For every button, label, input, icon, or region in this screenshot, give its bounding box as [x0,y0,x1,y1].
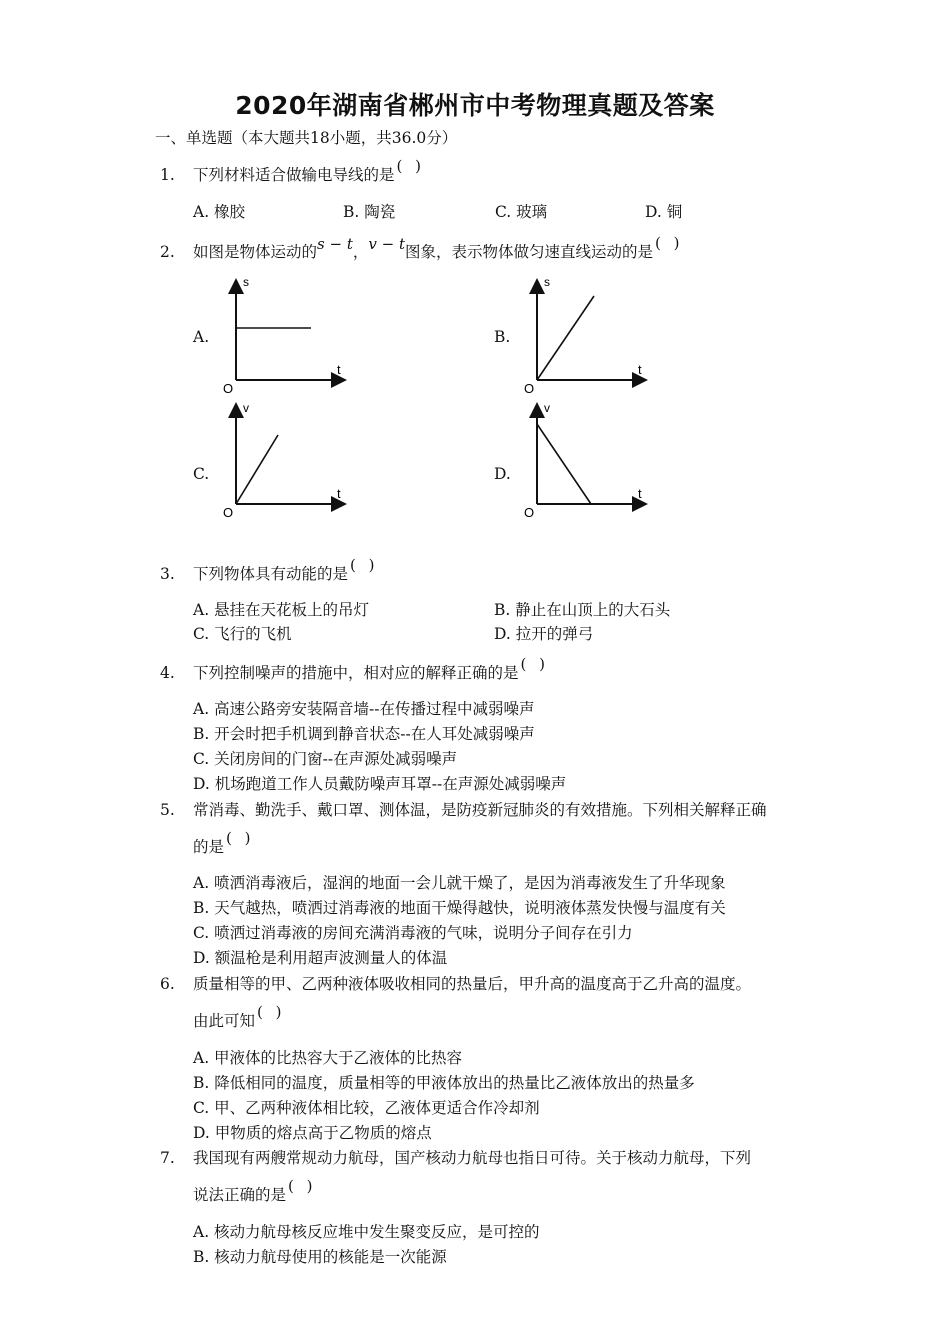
q5-option-b: B. 天气越热，喷洒过消毒液的地面干燥得越快，说明液体蒸发快慢与温度有关 [193,899,726,917]
q1-option-b: B. 陶瓷 [343,203,396,221]
q5-answer-paren: ( ) [226,829,255,847]
q1-option-d: D. 铜 [645,203,683,221]
q3-number: 3. [160,565,175,583]
q6-option-c: C. 甲、乙两种液体相比较，乙液体更适合作冷却剂 [193,1099,540,1117]
q2-graph-d-label: D. [494,465,511,483]
graph-c-v-label: v [243,401,249,415]
q4-number: 4. [160,664,175,682]
graph-c-vt-rising [215,398,355,523]
q5-option-c: C. 喷洒过消毒液的房间充满消毒液的气味，说明分子间存在引力 [193,924,633,942]
q4-answer-paren: ( ) [520,655,549,673]
q7-text-line2: 说法正确的是 [193,1186,287,1204]
graph-a-t-label: t [337,362,341,377]
q4-text: 下列控制噪声的措施中，相对应的解释正确的是 [193,664,519,682]
graph-d-vt-falling [516,398,656,523]
q6-stem-line2 [193,1003,286,1031]
graph-b-t-label: t [638,362,642,377]
q1-stem [193,157,425,185]
q5-number: 5. [160,801,175,819]
graph-c-line [236,435,278,504]
q6-number: 6. [160,975,175,993]
graph-b-line [537,296,594,380]
q5-stem-line1: 常消毒、勤洗手、戴口罩、测体温，是防疫新冠肺炎的有效措施。下列相关解释正确 [193,801,767,819]
q2-text-b: 图象，表示物体做匀速直线运动的是 [404,243,653,261]
q4-option-a: A. 高速公路旁安装隔音墙--在传播过程中减弱噪声 [193,700,535,718]
page-title: 2020年湖南省郴州市中考物理真题及答案 [235,91,715,120]
q2-st-math: s − t [317,235,353,253]
q7-answer-paren: ( ) [288,1177,317,1195]
q6-stem-line1: 质量相等的甲、乙两种液体吸收相同的热量后，甲升高的温度高于乙升高的温度。 [193,975,752,993]
q6-text-line2: 由此可知 [193,1012,256,1030]
graph-a-s-label: s [243,275,249,289]
graph-a-origin: O [223,381,234,396]
graph-c-t-label: t [337,486,341,501]
q5-option-d: D. 额温枪是利用超声波测量人的体温 [193,949,448,967]
graph-c-origin: O [223,505,234,520]
q6-answer-paren: ( ) [257,1003,286,1021]
q1-number: 1. [160,166,175,184]
graph-b-s-label: s [544,275,550,289]
q7-option-b: B. 核动力航母使用的核能是一次能源 [193,1248,447,1266]
q7-number: 7. [160,1149,175,1167]
graph-d-v-label: v [544,401,550,415]
graph-b-origin: O [524,381,535,396]
q1-option-a: A. 橡胶 [193,203,246,221]
q2-graph-a-label: A. [193,328,210,346]
q3-option-b: B. 静止在山顶上的大石头 [494,601,671,619]
q2-stem [193,234,684,262]
graph-a-st-horizontal [215,272,355,397]
q4-option-c: C. 关闭房间的门窗--在声源处减弱噪声 [193,750,458,768]
q1-option-c: C. 玻璃 [495,203,548,221]
q4-option-d: D. 机场跑道工作人员戴防噪声耳罩--在声源处减弱噪声 [193,775,567,793]
q2-answer-paren: ( ) [655,234,684,252]
q6-option-d: D. 甲物质的熔点高于乙物质的熔点 [193,1124,432,1142]
q3-option-d: D. 拉开的弹弓 [494,625,594,643]
q3-answer-paren: ( ) [350,556,379,574]
q5-option-a: A. 喷洒消毒液后，湿润的地面一会儿就干燥了，是因为消毒液发生了升华现象 [193,874,726,892]
q3-stem [193,556,379,584]
q2-comma: ， [352,243,369,261]
q2-graph-c-label: C. [193,465,210,483]
q4-option-b: B. 开会时把手机调到静音状态--在人耳处减弱噪声 [193,725,535,743]
q6-option-a: A. 甲液体的比热容大于乙液体的比热容 [193,1049,463,1067]
q3-text: 下列物体具有动能的是 [193,565,349,583]
q7-stem-line1: 我国现有两艘常规动力航母，国产核动力航母也指日可待。关于核动力航母，下列 [193,1149,752,1167]
q3-option-a: A. 悬挂在天花板上的吊灯 [193,601,370,619]
graph-d-line [537,424,591,504]
q1-answer-paren: ( ) [396,157,425,175]
graph-b-st-rising [516,272,656,397]
q7-stem-line2 [193,1177,317,1205]
section-heading: 一、单选题（本大题共18小题，共36.0分） [155,129,458,147]
q6-option-b: B. 降低相同的温度，质量相等的甲液体放出的热量比乙液体放出的热量多 [193,1074,695,1092]
q2-number: 2. [160,243,175,261]
q3-option-c: C. 飞行的飞机 [193,625,292,643]
q2-text-a: 如图是物体运动的 [193,243,318,261]
q5-text-line2: 的是 [193,838,225,856]
graph-d-t-label: t [638,486,642,501]
q1-text: 下列材料适合做输电导线的是 [193,166,395,184]
q4-stem [193,655,549,683]
q2-graph-b-label: B. [494,328,511,346]
q7-option-a: A. 核动力航母核反应堆中发生聚变反应，是可控的 [193,1223,540,1241]
graph-d-origin: O [524,505,535,520]
q2-vt-math: v − t [368,235,405,253]
q5-stem-line2 [193,829,255,857]
